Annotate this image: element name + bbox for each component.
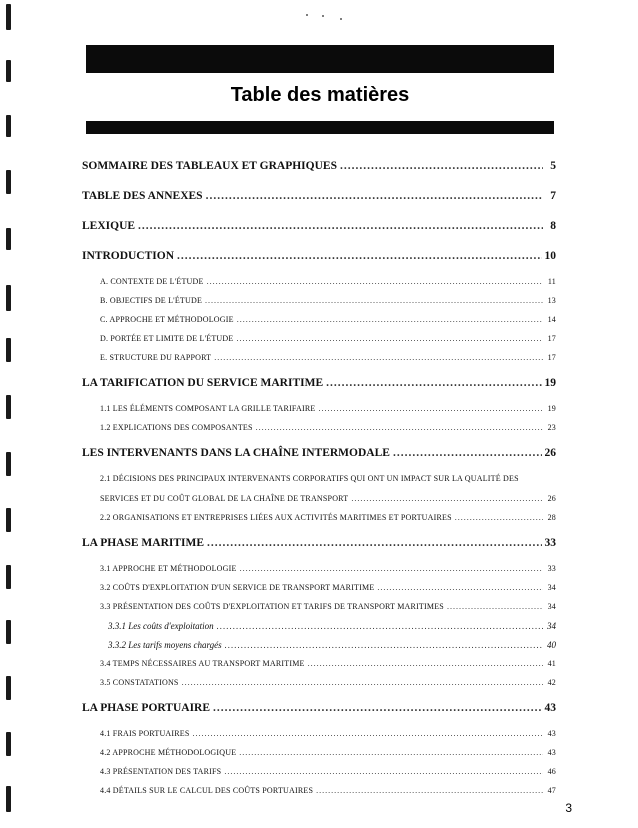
dot-leader xyxy=(256,423,543,432)
table-of-contents xyxy=(82,160,556,799)
toc-entry[interactable] xyxy=(82,729,556,742)
dot-leader xyxy=(377,583,543,592)
toc-entry[interactable] xyxy=(82,474,556,487)
scan-dot xyxy=(306,14,308,16)
toc-entry-label: 2.1 DÉCISIONS DES PRINCIPAUX INTERVENANTS CORPORATIFS QUI ONT UN IMPACT SUR LA QUALITÉ DES xyxy=(100,474,519,483)
toc-entry-label: TABLE DES ANNEXES xyxy=(82,190,203,202)
toc-entry-label: 4.3 PRÉSENTATION DES TARIFS xyxy=(100,767,222,776)
toc-entry[interactable] xyxy=(82,583,556,596)
toc-entry[interactable] xyxy=(82,277,556,290)
toc-entry-page: 46 xyxy=(547,767,556,776)
toc-entry[interactable] xyxy=(82,494,556,507)
toc-entry-page: 34 xyxy=(547,583,556,592)
toc-entry[interactable] xyxy=(82,640,556,653)
dot-leader xyxy=(214,353,543,362)
toc-entry[interactable] xyxy=(82,353,556,366)
scan-mark xyxy=(6,228,11,250)
toc-entry[interactable] xyxy=(82,377,556,392)
toc-entry-label: 3.3.2 Les tarifs moyens chargés xyxy=(108,640,222,650)
toc-entry-page: 17 xyxy=(547,334,556,343)
toc-entry-page: 11 xyxy=(547,277,556,286)
toc-entry[interactable] xyxy=(82,334,556,347)
toc-entry-label: SOMMAIRE DES TABLEAUX ET GRAPHIQUES xyxy=(82,160,337,172)
toc-entry-page: 26 xyxy=(544,447,556,459)
toc-entry-label: 1.2 EXPLICATIONS DES COMPOSANTES xyxy=(100,423,253,432)
scan-mark xyxy=(6,395,11,419)
toc-entry[interactable] xyxy=(82,602,556,615)
toc-entry[interactable] xyxy=(82,678,556,691)
toc-entry-page: 10 xyxy=(544,250,556,262)
toc-entry[interactable] xyxy=(82,513,556,526)
toc-entry-label: D. PORTÉE ET LIMITE DE L'ÉTUDE xyxy=(100,334,234,343)
scan-mark xyxy=(6,620,11,644)
page-number: 3 xyxy=(565,801,572,815)
toc-entry[interactable] xyxy=(82,315,556,328)
toc-entry[interactable] xyxy=(82,296,556,309)
dot-leader xyxy=(206,190,543,202)
scan-mark xyxy=(6,732,11,756)
dot-leader xyxy=(193,729,543,738)
toc-entry-page: 23 xyxy=(547,423,556,432)
toc-entry[interactable] xyxy=(82,748,556,761)
header-bar-top xyxy=(86,45,554,73)
dot-leader xyxy=(240,564,543,573)
toc-entry-page: 17 xyxy=(547,353,556,362)
toc-entry[interactable] xyxy=(82,702,556,717)
toc-entry[interactable] xyxy=(82,564,556,577)
toc-entry-page: 34 xyxy=(547,621,556,631)
toc-entry-label: 3.1 APPROCHE ET MÉTHODOLOGIE xyxy=(100,564,237,573)
dot-leader xyxy=(318,404,543,413)
toc-entry-label: 3.2 COÛTS D'EXPLOITATION D'UN SERVICE DE TRANSPORT MARITIME xyxy=(100,583,375,592)
toc-entry-label: 2.2 ORGANISATIONS ET ENTREPRISES LIÉES AUX ACTIVITÉS MARITIMES ET PORTUAIRES xyxy=(100,513,452,522)
toc-entry-page: 40 xyxy=(547,640,556,650)
toc-entry-page: 19 xyxy=(547,404,556,413)
toc-entry-page: 34 xyxy=(547,602,556,611)
toc-entry-page: 7 xyxy=(550,190,556,202)
dot-leader xyxy=(225,640,543,650)
toc-entry-label: LEXIQUE xyxy=(82,220,136,232)
toc-entry[interactable] xyxy=(82,447,556,462)
toc-entry-page: 43 xyxy=(544,702,556,714)
dot-leader xyxy=(224,767,543,776)
scan-mark xyxy=(6,452,11,476)
toc-entry-page: 33 xyxy=(547,564,556,573)
toc-entry[interactable] xyxy=(82,404,556,417)
dot-leader xyxy=(393,447,542,459)
toc-entry[interactable] xyxy=(82,621,556,634)
toc-entry-label: LA TARIFICATION DU SERVICE MARITIME xyxy=(82,377,324,389)
toc-entry-page: 33 xyxy=(544,537,556,549)
toc-entry-page: 26 xyxy=(547,494,556,503)
dot-leader xyxy=(213,702,541,714)
toc-entry-label: 4.2 APPROCHE MÉTHODOLOGIQUE xyxy=(100,748,237,757)
scan-dot xyxy=(340,18,342,20)
scan-mark xyxy=(6,338,11,362)
dot-leader xyxy=(447,602,543,611)
dot-leader xyxy=(182,678,543,687)
toc-entry-label: 3.3 PRÉSENTATION DES COÛTS D'EXPLOITATION ET TARIFS DE TRANSPORT MARITIMES xyxy=(100,602,444,611)
toc-entry-label: C. APPROCHE ET MÉTHODOLOGIE xyxy=(100,315,234,324)
dot-leader xyxy=(236,334,543,343)
toc-entry[interactable] xyxy=(82,786,556,799)
dot-leader xyxy=(217,621,543,631)
toc-entry-page: 43 xyxy=(547,729,556,738)
toc-entry-label: 4.1 FRAIS PORTUAIRES xyxy=(100,729,190,738)
toc-entry[interactable] xyxy=(82,537,556,552)
toc-entry-label: SERVICES ET DU COÛT GLOBAL DE LA CHAÎNE DE TRANSPORT xyxy=(100,494,349,503)
toc-entry-label: 3.5 CONSTATATIONS xyxy=(100,678,179,687)
dot-leader xyxy=(455,513,543,522)
toc-entry[interactable] xyxy=(82,160,556,175)
scan-mark xyxy=(6,115,11,137)
scan-mark xyxy=(6,170,11,194)
toc-entry-page: 47 xyxy=(547,786,556,795)
toc-entry-page: 28 xyxy=(547,513,556,522)
toc-entry-label: 3.3.1 Les coûts d'exploitation xyxy=(108,621,214,631)
dot-leader xyxy=(237,315,543,324)
scan-dot xyxy=(322,15,324,17)
header-bar-bottom xyxy=(86,121,554,134)
toc-entry-label: LES INTERVENANTS DANS LA CHAÎNE INTERMODALE xyxy=(82,447,390,459)
toc-entry[interactable] xyxy=(82,659,556,672)
toc-entry-page: 19 xyxy=(544,377,556,389)
toc-entry-label: 1.1 LES ÉLÉMENTS COMPOSANT LA GRILLE TARIFAIRE xyxy=(100,404,316,413)
toc-entry-label: 4.4 DÉTAILS SUR LE CALCUL DES COÛTS PORTUAIRES xyxy=(100,786,314,795)
toc-entry[interactable] xyxy=(82,250,556,265)
toc-entry-label: LA PHASE MARITIME xyxy=(82,537,205,549)
dot-leader xyxy=(239,748,543,757)
toc-entry-label: 3.4 TEMPS NÉCESSAIRES AU TRANSPORT MARITIME xyxy=(100,659,305,668)
toc-entry-page: 5 xyxy=(550,160,556,172)
dot-leader xyxy=(326,377,541,389)
scan-mark xyxy=(6,60,11,82)
toc-entry[interactable] xyxy=(82,767,556,780)
scan-mark xyxy=(6,786,11,812)
scan-mark xyxy=(6,676,11,700)
dot-leader xyxy=(138,220,543,232)
toc-entry-page: 43 xyxy=(547,748,556,757)
toc-entry-label: LA PHASE PORTUAIRE xyxy=(82,702,211,714)
dot-leader xyxy=(308,659,543,668)
toc-entry-label: B. OBJECTIFS DE L'ÉTUDE xyxy=(100,296,203,305)
toc-entry-label: A. CONTEXTE DE L'ÉTUDE xyxy=(100,277,204,286)
dot-leader xyxy=(207,537,541,549)
dot-leader xyxy=(316,786,543,795)
dot-leader xyxy=(205,296,543,305)
toc-entry-page: 8 xyxy=(550,220,556,232)
toc-entry[interactable] xyxy=(82,190,556,205)
dot-leader xyxy=(351,494,543,503)
dot-leader xyxy=(207,277,543,286)
dot-leader xyxy=(340,160,543,172)
toc-entry[interactable] xyxy=(82,220,556,235)
scan-mark xyxy=(6,508,11,532)
dot-leader xyxy=(177,250,541,262)
scan-mark xyxy=(6,4,11,30)
toc-entry-page: 14 xyxy=(547,315,556,324)
toc-entry-page: 41 xyxy=(547,659,556,668)
page-title: Table des matières xyxy=(230,84,410,106)
toc-entry-label: INTRODUCTION xyxy=(82,250,175,262)
scan-mark xyxy=(6,285,11,311)
toc-entry-page: 13 xyxy=(547,296,556,305)
toc-entry[interactable] xyxy=(82,423,556,436)
toc-entry-page: 42 xyxy=(547,678,556,687)
toc-entry-label: E. STRUCTURE DU RAPPORT xyxy=(100,353,212,362)
scan-mark xyxy=(6,565,11,589)
